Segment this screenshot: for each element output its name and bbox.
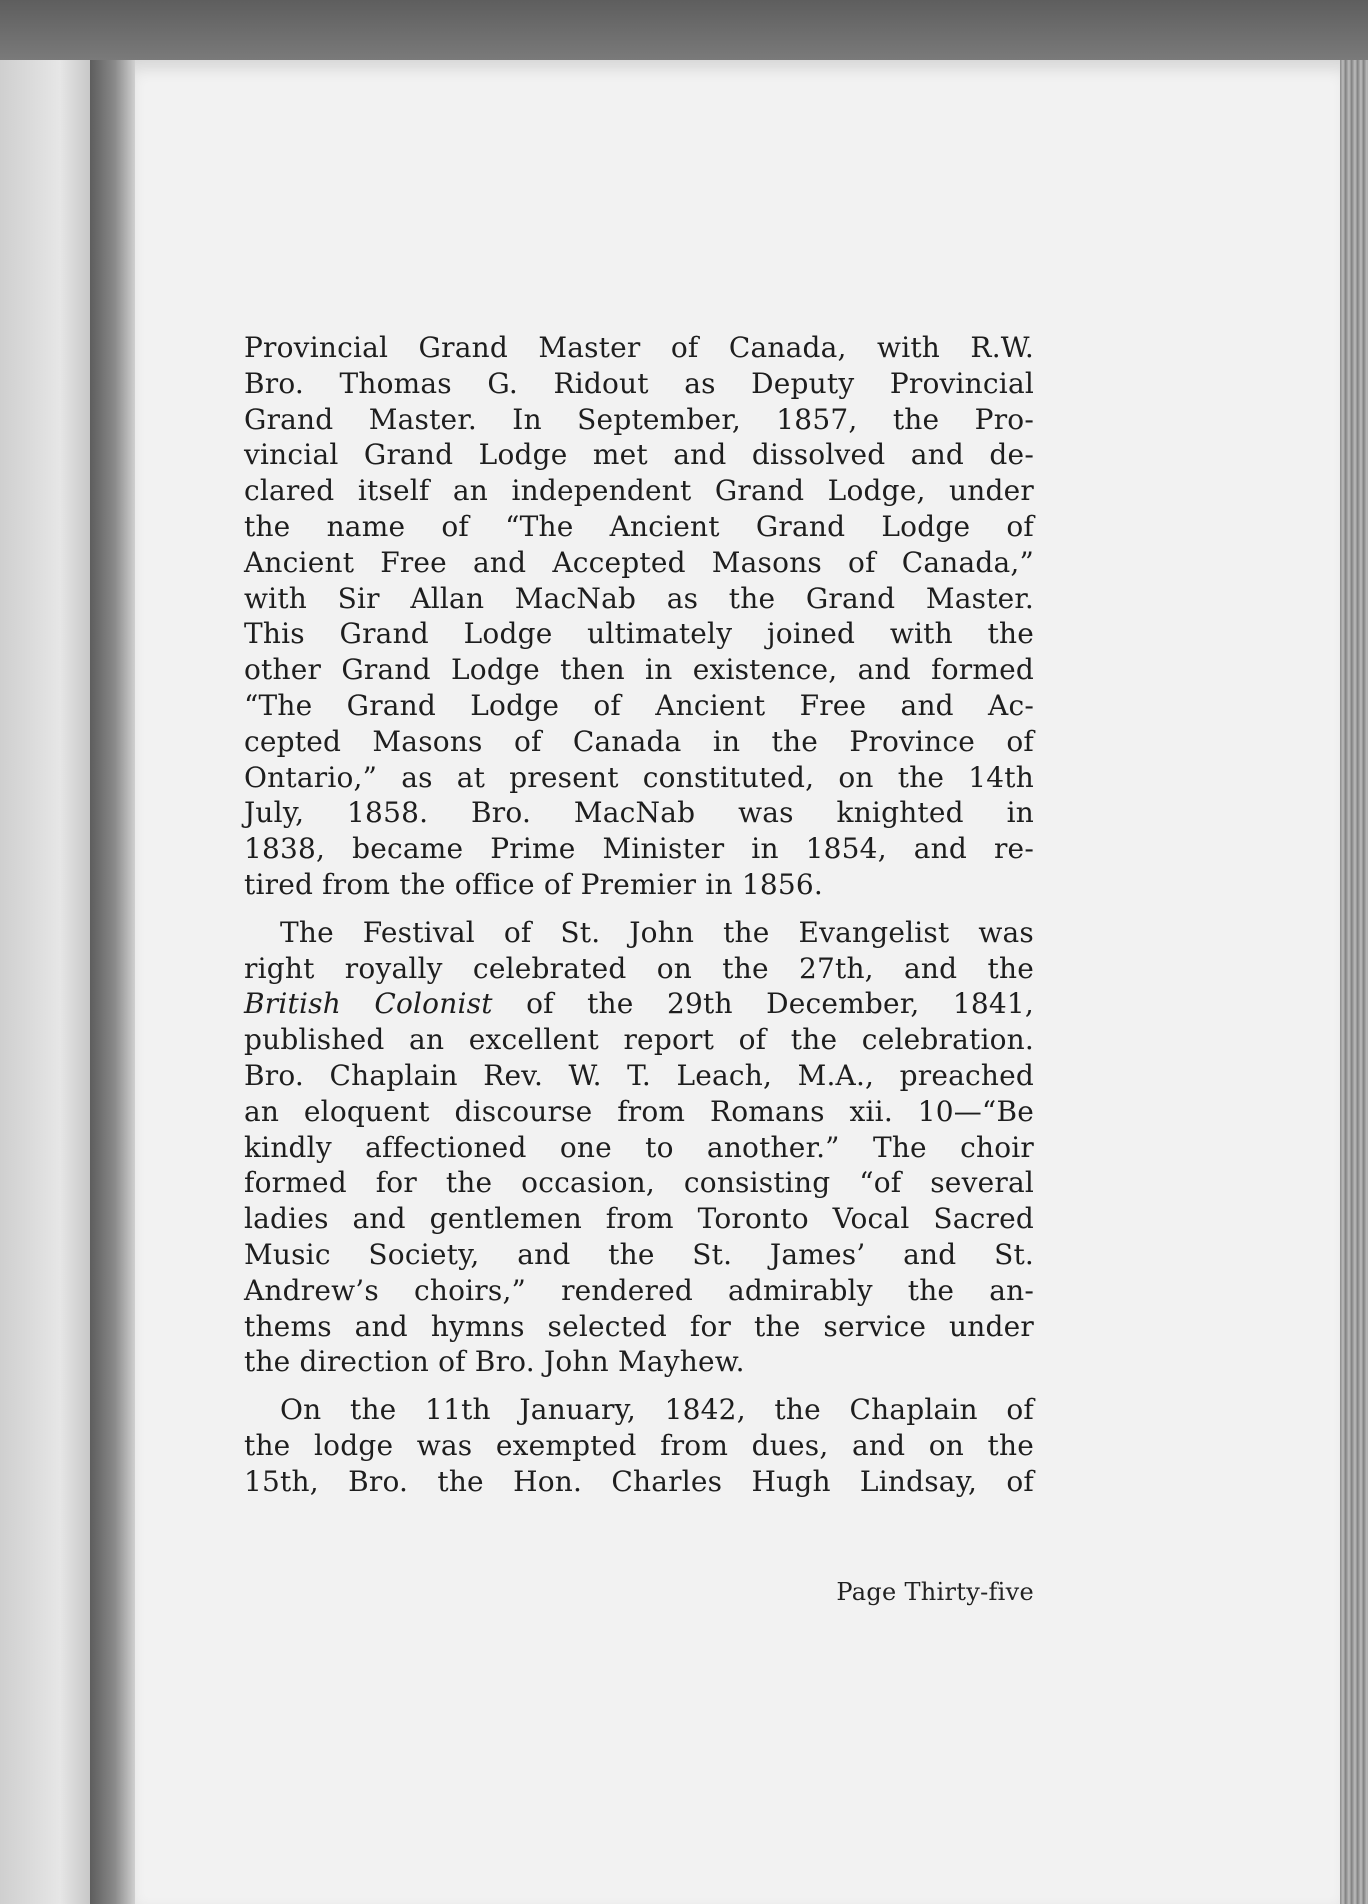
scan-background-top [0, 0, 1368, 60]
text-line: Music Society, and the St. James’ and St. [244, 1237, 1034, 1271]
text-line: thems and hymns selected for the service under [244, 1309, 1034, 1343]
text-line: clared itself an independent Grand Lodge, under [244, 474, 1034, 508]
text-line: other Grand Lodge then in existence, and formed [244, 653, 1034, 687]
text-line: Andrew’s choirs,” rendered admirably the an- [244, 1273, 1034, 1307]
text-fragment: of the 29th December, 1841, [492, 987, 1034, 1021]
text-line: the direction of Bro. John Mayhew. [244, 1345, 745, 1379]
facing-page-edge [0, 60, 100, 1904]
page-stack-edge [1340, 60, 1368, 1904]
text-line-with-italic [244, 986, 1034, 1022]
text-line: published an excellent report of the celebration. [244, 1023, 1034, 1057]
text-line: “The Grand Lodge of Ancient Free and Ac- [244, 688, 1034, 722]
text-line: right royally celebrated on the 27th, and the [244, 951, 1034, 985]
paragraph-1 [244, 330, 1034, 903]
paragraph-3 [244, 1392, 1034, 1499]
page-number: Page Thirty-five [836, 1578, 1034, 1606]
text-line: kindly affectioned one to another.” The choir [244, 1130, 1034, 1164]
text-line: 15th, Bro. the Hon. Charles Hugh Lindsay, of [244, 1464, 1034, 1498]
text-line: vincial Grand Lodge met and dissolved and de- [244, 438, 1034, 472]
text-line: This Grand Lodge ultimately joined with the [244, 617, 1034, 651]
text-line: Ancient Free and Accepted Masons of Canada,” [244, 545, 1034, 579]
text-line: Bro. Thomas G. Ridout as Deputy Provincial [244, 366, 1034, 400]
text-line: the name of “The Ancient Grand Lodge of [244, 509, 1034, 543]
text-line: Grand Master. In September, 1857, the Pro- [244, 402, 1034, 436]
text-line: The Festival of St. John the Evangelist was [280, 915, 1034, 949]
text-line: an eloquent discourse from Romans xii. 10—“Be [244, 1094, 1034, 1128]
text-line: Bro. Chaplain Rev. W. T. Leach, M.A., preached [244, 1058, 1034, 1092]
text-line: ladies and gentlemen from Toronto Vocal Sacred [244, 1202, 1034, 1236]
gutter-shadow [90, 60, 135, 1904]
text-line: formed for the occasion, consisting “of several [244, 1166, 1034, 1200]
newspaper-title: British Colonist [244, 987, 493, 1021]
text-line: July, 1858. Bro. MacNab was knighted in [244, 796, 1034, 830]
text-line: Provincial Grand Master of Canada, with R.W. [244, 331, 1034, 364]
text-line: tired from the office of Premier in 1856. [244, 867, 824, 901]
paragraph-2 [244, 915, 1034, 1380]
text-line: cepted Masons of Canada in the Province of [244, 724, 1034, 758]
body-text [244, 330, 1034, 1512]
text-line: with Sir Allan MacNab as the Grand Master. [244, 581, 1034, 615]
text-line: the lodge was exempted from dues, and on the [244, 1428, 1034, 1462]
text-line: 1838, became Prime Minister in 1854, and re- [244, 832, 1034, 866]
text-line: On the 11th January, 1842, the Chaplain of [280, 1393, 1034, 1427]
text-line: Ontario,” as at present constituted, on the 14th [244, 760, 1034, 794]
